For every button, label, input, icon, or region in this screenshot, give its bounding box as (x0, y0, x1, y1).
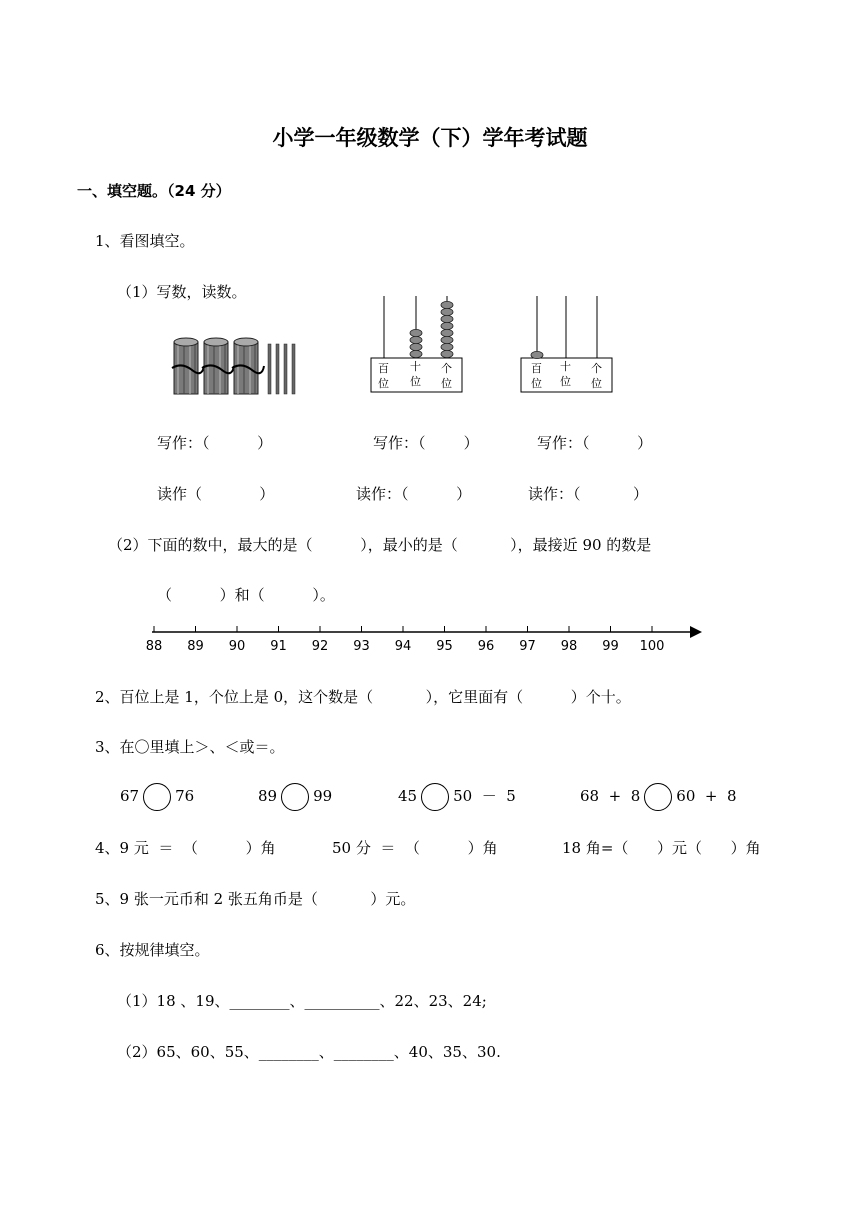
question-6-line2: （2）65、60、55、________、________、40、35、30. (117, 1043, 501, 1061)
abacus-label: 百 (531, 362, 542, 375)
question-1-sub1: （1）写数，读数。 (117, 283, 247, 301)
bundle (232, 338, 264, 394)
question-4-part-2: 50 分 ＝ （ ）角 (332, 839, 498, 857)
answer-circle[interactable] (421, 783, 449, 811)
page-title: 小学一年级数学（下）学年考试题 (272, 126, 588, 150)
question-1-sub2-line2: （ ）和（ ）。 (157, 586, 335, 604)
number-line-label: 97 (519, 639, 536, 654)
abacus-2 (520, 294, 615, 396)
write-blank-3[interactable]: 写作：（ ） (537, 434, 653, 452)
compare-item-1 (120, 783, 194, 811)
abacus-label: 位 (560, 375, 571, 388)
question-4-part-3: 18 角=（ ）元（ ）角 (562, 839, 761, 857)
number-line (140, 620, 710, 660)
number-line-label: 88 (145, 639, 163, 654)
abacus-label: 位 (591, 377, 602, 390)
question-1-label: 1、看图填空。 (95, 232, 195, 250)
compare-item-4 (580, 783, 737, 811)
compare-item-2 (258, 783, 332, 811)
abacus-label: 百 (378, 362, 389, 375)
number-line-label: 99 (602, 639, 619, 654)
question-5: 5、9 张一元币和 2 张五角币是（ ）元。 (95, 890, 416, 908)
abacus-label: 十 (560, 360, 571, 373)
single-sticks (268, 344, 295, 394)
number-line-label: 90 (228, 639, 246, 654)
answer-circle[interactable] (143, 783, 171, 811)
number-line-label: 98 (560, 639, 578, 654)
answer-circle[interactable] (644, 783, 672, 811)
abacus-label: 十 (410, 360, 421, 373)
question-1-sub2-line1: （2）下面的数中，最大的是（ ），最小的是（ ），最接近 90 的数是 (108, 536, 652, 554)
arrow-icon (690, 626, 702, 638)
question-2: 2、百位上是 1，个位上是 0，这个数是（ ），它里面有（ ）个十。 (95, 688, 631, 706)
compare-item-3 (398, 783, 516, 811)
read-blank-1[interactable]: 读作（ ） (157, 485, 275, 503)
question-3-label: 3、在〇里填上＞、＜或＝。 (95, 738, 285, 756)
compare-left: 45 (398, 787, 418, 805)
read-blank-2[interactable]: 读作：（ ） (356, 485, 472, 503)
number-line-label: 92 (311, 639, 329, 654)
bundle (172, 338, 204, 394)
question-6-line1: （1）18 、19、________、__________、22、23、24; (117, 992, 487, 1010)
compare-left: 89 (258, 787, 278, 805)
read-blank-3[interactable]: 读作：（ ） (528, 485, 648, 503)
section-heading: 一、填空题。（24 分） (77, 182, 231, 200)
compare-right: 60 + 8 (676, 787, 737, 805)
write-blank-1[interactable]: 写作：（ ） (157, 434, 273, 452)
compare-right: 50 － 5 (453, 787, 516, 805)
compare-left: 67 (120, 787, 140, 805)
number-line-label: 94 (394, 639, 412, 654)
answer-circle[interactable] (281, 783, 309, 811)
compare-left: 68 + 8 (580, 787, 641, 805)
bundle (202, 338, 234, 394)
abacus-label: 个 (591, 362, 602, 375)
abacus-label: 位 (441, 377, 452, 390)
tens-beads (410, 329, 422, 357)
abacus-1 (370, 294, 465, 396)
ones-beads (441, 301, 453, 357)
abacus-label: 位 (531, 377, 542, 390)
compare-right: 76 (175, 787, 195, 805)
abacus-label: 位 (378, 377, 389, 390)
question-4-part-1: 4、9 元 ＝ （ ）角 (95, 839, 276, 857)
number-line-label: 100 (639, 639, 665, 654)
number-line-label: 93 (353, 639, 370, 654)
number-line-label: 96 (477, 639, 495, 654)
abacus-label: 个 (441, 362, 452, 375)
compare-right: 99 (313, 787, 333, 805)
hundreds-bead (531, 351, 543, 358)
number-line-label: 95 (436, 639, 453, 654)
write-blank-2[interactable]: 写作：（ ） (373, 434, 479, 452)
number-line-label: 89 (187, 639, 204, 654)
abacus-label: 位 (410, 375, 421, 388)
question-6-label: 6、按规律填空。 (95, 941, 210, 959)
number-line-label: 91 (270, 639, 287, 654)
stick-bundles-image (168, 334, 298, 398)
